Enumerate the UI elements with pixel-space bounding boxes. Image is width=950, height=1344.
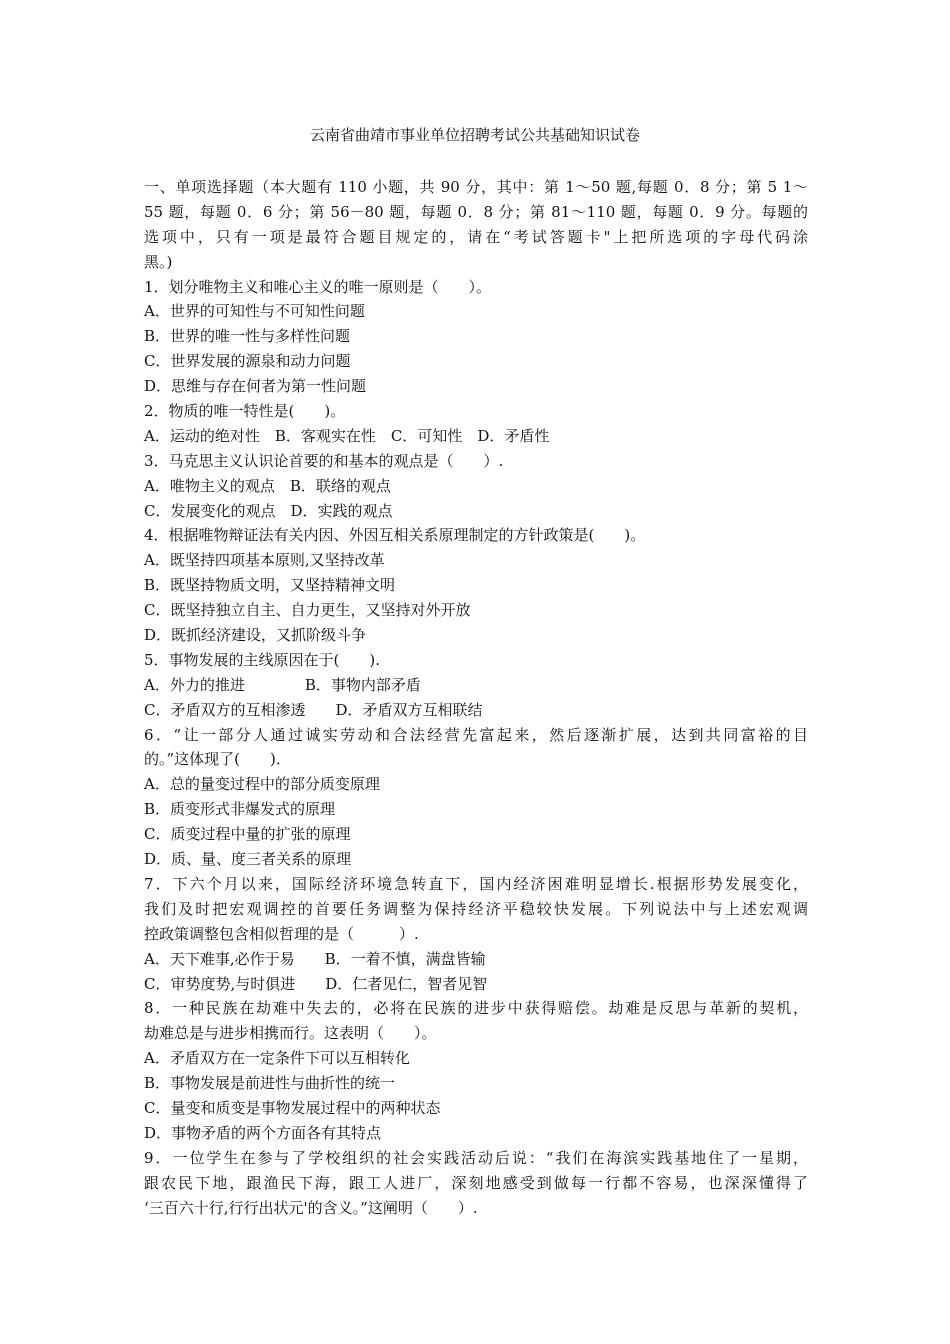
text-line: C．发展变化的观点 D．实践的观点 [144,501,393,520]
text-line: C．世界发展的源泉和动力问题 [144,352,351,371]
text-line: 5．事物发展的主线原因在于( ). [144,650,381,669]
text-line: 3．马克思主义认识论首要的和基本的观点是（ ）. [144,451,504,470]
text-line: D．既抓经济建设，又抓阶级斗争 [144,626,367,645]
text-line: C．量变和质变是事物发展过程中的两种状态 [144,1098,441,1117]
text-line: ‘三百六十行,行行出状元'的含义。”这阐明（ ）. [144,1198,478,1217]
text-line: D．质、量、度三者关系的原理 [144,850,352,869]
text-line: A．矛盾双方在一定条件下可以互相转化 [144,1049,410,1068]
text-line: C．既坚持独立自主、自力更生，又坚持对外开放 [144,601,471,620]
text-line: 55 题，每题 0．6 分；第 56－80 题，每题 0．8 分；第 81～110 题，每题 0．9 分。每题的 [144,202,808,221]
text-line: 我们及时把宏观调控的首要任务调整为保持经济平稳较快发展。下列说法中与上述宏观调 [144,899,808,918]
text-line: 7．下六个月以来，国际经济环境急转直下，国内经济困难明显增长.根据形势发展变化， [144,874,808,893]
text-line: 选项中，只有一项是最符合题目规定的，请在“考试答题卡"上把所选项的字母代码涂 [144,227,808,246]
text-line: C．质变过程中量的扩张的原理 [144,825,351,844]
text-line: 1．划分唯物主义和唯心主义的唯一原则是（ ）。 [144,277,492,296]
text-line: A．总的量变过程中的部分质变原理 [144,775,380,794]
text-line: B．既坚持物质文明，又坚持精神文明 [144,576,396,595]
text-line: C．审势度势,与时俱进 D．仁者见仁，智者见智 [144,974,488,993]
text-line: 6．“让一部分人通过诚实劳动和合法经营先富起来，然后逐渐扩展，达到共同富裕的目 [144,725,808,744]
text-line: 9．一位学生在参与了学校组织的社会实践活动后说：“我们在海滨实践基地住了一星期， [144,1148,808,1167]
text-line: 黑。) [144,252,173,271]
text-line: A．唯物主义的观点 B．联络的观点 [144,476,391,495]
text-line: A．天下难事,必作于易 B．一着不慎，满盘皆输 [144,949,486,968]
text-line: A．既坚持四项基本原则,又坚持改革 [144,551,385,570]
text-line: D．思维与存在何者为第一性问题 [144,377,367,396]
text-line: 8．一种民族在劫难中失去的，必将在民族的进步中获得赔偿。劫难是反思与革新的契机， [144,999,808,1018]
text-line: B．世界的唯一性与多样性问题 [144,327,351,346]
text-line: 一、单项选择题（本大题有 110 小题，共 90 分，其中：第 1～50 题,每题 0．8 分；第 5 1～ [144,178,808,196]
text-line: B．质变形式非爆发式的原理 [144,800,336,819]
exam-body [144,175,808,1220]
page-title: 云南省曲靖市事业单位招聘考试公共基础知识试卷 [309,126,640,144]
text-line: 的。”这体现了( )． [144,750,291,769]
text-line: C．矛盾双方的互相渗透 D．矛盾双方互相联结 [144,700,483,719]
text-line: A．外力的推进 B．事物内部矛盾 [144,675,421,694]
text-line: A．世界的可知性与不可知性问题 [144,302,365,321]
text-line: 劫难总是与进步相携而行。这表明（ ）。 [144,1024,437,1043]
text-line: 2．物质的唯一特性是( )。 [144,402,346,421]
text-line: 4．根据唯物辩证法有关内因、外因互相关系原理制定的方针政策是( )。 [144,526,646,545]
text-line: A．运动的绝对性 B．客观实在性 C．可知性 D．矛盾性 [144,426,550,445]
text-line: B．事物发展是前进性与曲折性的统一 [144,1074,396,1093]
text-line: 跟农民下地，跟渔民下海，跟工人进厂，深刻地感受到做每一行都不容易，也深深懂得了 [144,1173,808,1192]
text-line: 控政策调整包含相似哲理的是（ ）. [144,924,419,943]
text-line: D．事物矛盾的两个方面各有其特点 [144,1123,382,1142]
